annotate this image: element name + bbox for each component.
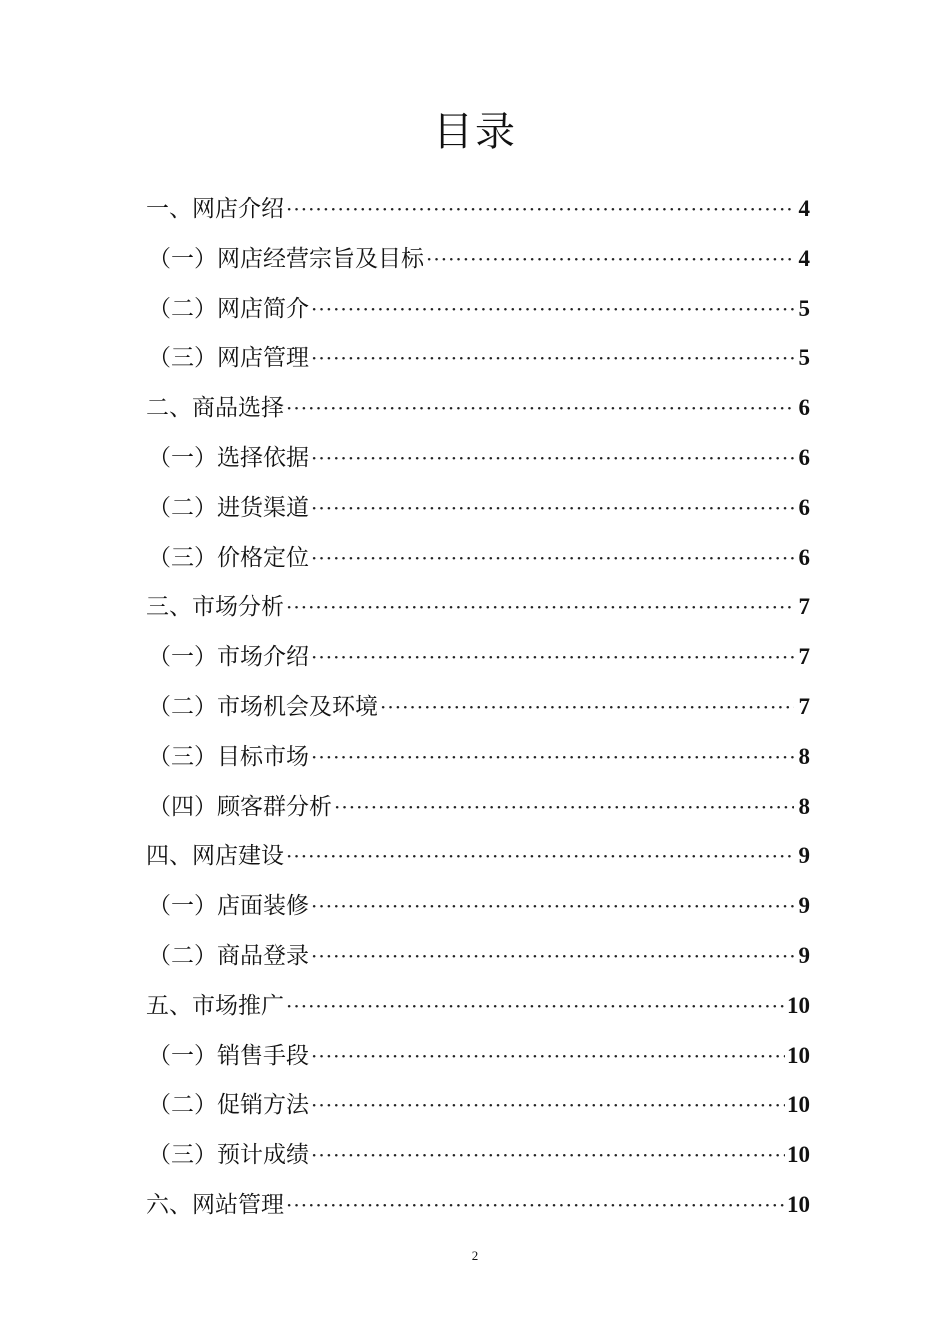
toc-dot-leader [311,733,794,783]
toc-entry-page: 5 [798,295,810,321]
toc-dot-leader [311,1081,785,1131]
toc-dot-leader [286,982,785,1032]
toc-entry-label: （二）商品登录 [148,942,309,969]
toc-entry-page: 8 [798,793,810,819]
toc-dot-leader [286,583,794,633]
toc-section-entry[interactable] [146,582,810,632]
toc-section-entry[interactable] [146,184,810,234]
toc-entry-label: （一）选择依据 [148,444,309,471]
toc-entry-page: 10 [787,992,810,1018]
toc-entry-label: （三）网店管理 [148,345,309,372]
toc-entry-label: 六、网站管理 [146,1191,284,1218]
toc-subsection-entry[interactable] [146,682,810,732]
toc-entry-label: （二）进货渠道 [148,494,309,521]
toc-entry-label: （一）店面装修 [148,893,309,920]
toc-subsection-entry[interactable] [146,533,810,583]
toc-dot-leader [311,1131,785,1181]
toc-entry-page: 10 [787,1142,810,1168]
toc-subsection-entry[interactable] [146,483,810,533]
toc-entry-label: （一）网店经营宗旨及目标 [148,245,424,272]
toc-dot-leader [311,334,794,384]
toc-entry-label: （一）市场介绍 [148,644,309,671]
toc-entry-label: 三、市场分析 [146,594,284,621]
toc-entry-label: 五、市场推广 [146,992,284,1019]
toc-dot-leader [311,1032,785,1082]
toc-entry-label: （二）市场机会及环境 [148,693,378,720]
toc-dot-leader [286,832,794,882]
toc-dot-leader [311,484,794,534]
toc-dot-leader [311,882,794,932]
toc-dot-leader [311,633,794,683]
toc-entry-label: 四、网店建设 [146,843,284,870]
toc-subsection-entry[interactable] [146,632,810,682]
toc-entry-page: 10 [787,1092,810,1118]
toc-dot-leader [286,185,794,235]
toc-entry-label: （二）网店简介 [148,295,309,322]
toc-subsection-entry[interactable] [146,433,810,483]
table-of-contents [146,184,810,1230]
toc-subsection-entry[interactable] [146,333,810,383]
toc-subsection-entry[interactable] [146,234,810,284]
page-title: 目录 [433,109,517,155]
toc-subsection-entry[interactable] [146,732,810,782]
toc-entry-page: 6 [798,444,810,470]
toc-entry-label: （一）销售手段 [148,1042,309,1069]
toc-subsection-entry[interactable] [146,1080,810,1130]
toc-entry-label: （三）价格定位 [148,544,309,571]
page-number: 2 [471,1248,479,1263]
toc-subsection-entry[interactable] [146,284,810,334]
toc-entry-page: 7 [798,594,810,620]
toc-section-entry[interactable] [146,1180,810,1230]
toc-entry-page: 9 [798,893,810,919]
toc-entry-label: （三）预计成绩 [148,1142,309,1169]
toc-dot-leader [334,783,794,833]
toc-dot-leader [311,434,794,484]
toc-entry-page: 4 [798,196,810,221]
toc-entry-page: 5 [798,345,810,371]
toc-entry-page: 7 [798,644,810,670]
toc-section-entry[interactable] [146,383,810,433]
toc-section-entry[interactable] [146,831,810,881]
toc-entry-page: 8 [798,743,810,769]
toc-entry-page: 6 [798,544,810,570]
toc-dot-leader [311,932,794,982]
toc-entry-page: 10 [787,1042,810,1068]
toc-subsection-entry[interactable] [146,931,810,981]
toc-subsection-entry[interactable] [146,782,810,832]
toc-dot-leader [311,534,794,584]
toc-dot-leader [380,683,794,733]
toc-subsection-entry[interactable] [146,1130,810,1180]
toc-subsection-entry[interactable] [146,881,810,931]
toc-entry-page: 4 [798,245,810,271]
toc-entry-page: 6 [798,494,810,520]
toc-dot-leader [311,285,794,335]
toc-dot-leader [286,1181,785,1231]
toc-dot-leader [426,235,794,285]
toc-entry-page: 10 [787,1191,810,1217]
toc-dot-leader [286,384,794,434]
toc-entry-label: （二）促销方法 [148,1092,309,1119]
toc-section-entry[interactable] [146,981,810,1031]
toc-entry-page: 9 [798,843,810,869]
toc-entry-label: （三）目标市场 [148,743,309,770]
toc-entry-label: 一、网店介绍 [146,196,284,222]
toc-entry-page: 7 [798,693,810,719]
toc-entry-label: （四）顾客群分析 [148,793,332,820]
toc-subsection-entry[interactable] [146,1031,810,1081]
toc-entry-page: 6 [798,395,810,421]
toc-entry-label: 二、商品选择 [146,395,284,422]
toc-entry-page: 9 [798,942,810,968]
